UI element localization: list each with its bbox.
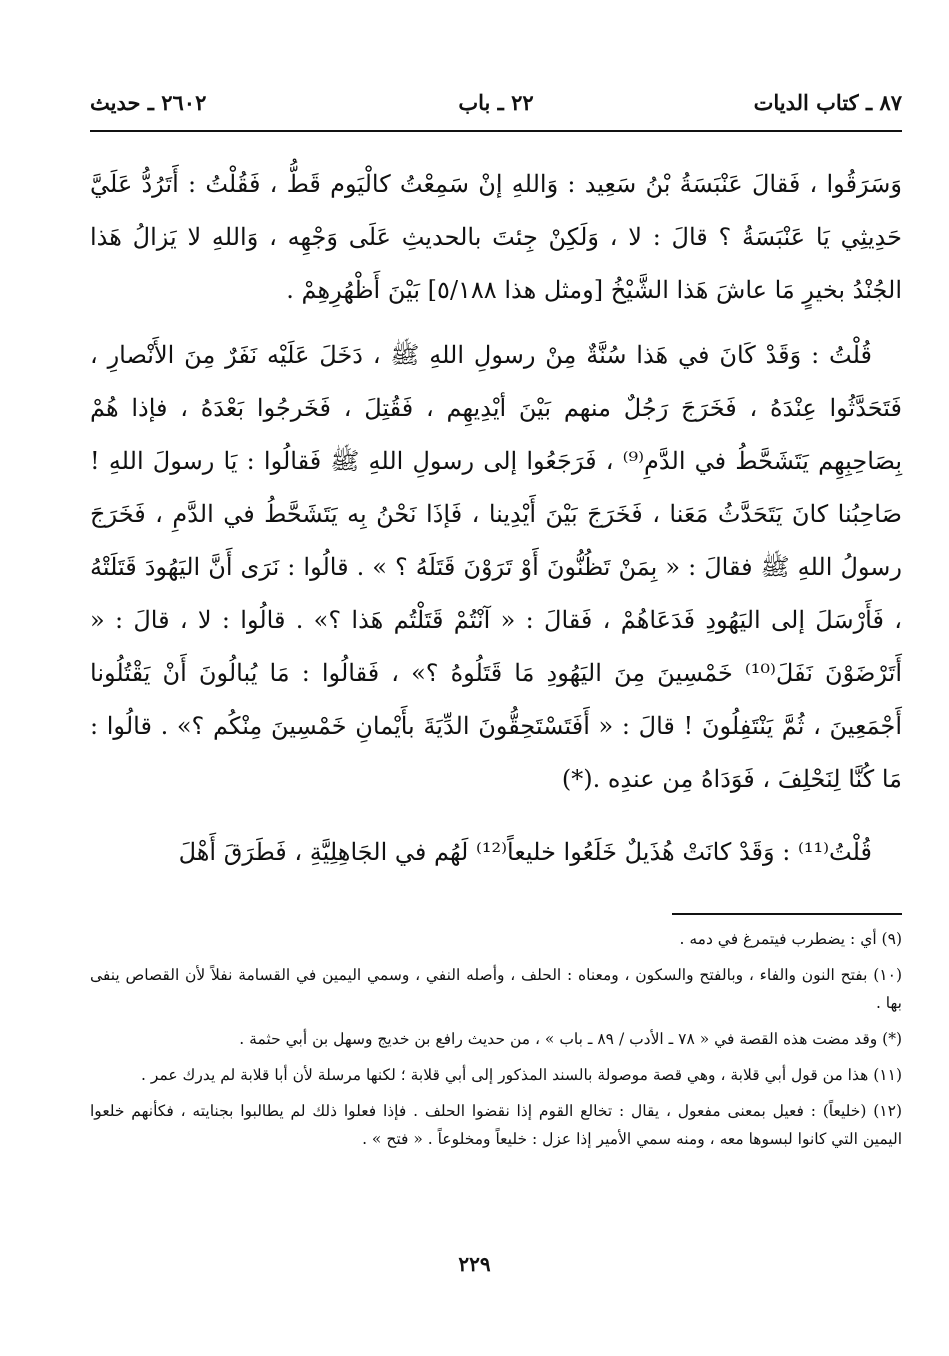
paragraph-3: قُلْتُ⁽¹¹⁾ : وَقَدْ كانَتْ هُذَيلٌ خَلَعُوا خليعاً⁽¹²⁾ لَهُم في الجَاهِلِيَّةِ ، فَطَرَقَ أَهْلَ	[178, 838, 872, 866]
footnote-star: (*) وقد مضت هذه القصة في « ٧٨ ـ الأدب / ٨٩ ـ باب » ، من حديث رافع بن خديج وسهل بن أبي حثمة .	[239, 1030, 902, 1048]
footnote-9: (٩) أي : يضطرب فيتمرغ في دمه .	[679, 930, 902, 948]
footnote-12: (١٢) (خليعاً) : فعيل بمعنى مفعول ، يقال : تخالع القوم إذا نقضوا الحلف . فإذا فعلوا ذلك لم يطالبوا بجنايته ، فكأنهم خلعوا اليمين التي كانوا لبسوها معه ، ومنه سمي الأمير إذا عزل : خليعاً ومخلوعاً . « فتح » .	[90, 1102, 902, 1148]
footnote-11: (١١) هذا من قول أبي قلابة ، وهي قصة موصولة بالسند المذكور إلى أبي قلابة ؛ لكنها مرسلة لأن أبا قلابة لم يدرك عمر .	[141, 1066, 902, 1084]
paragraph-1: وَسَرَقُوا ، فَقالَ عَنْبَسَةُ بْنُ سَعِيد : وَاللهِ إنْ سَمِعْتُ كالْيَوم قَطُّ ، فَقُلْتُ : أَتَرُدُّ عَلَيَّ حَدِيثِي يَا عَنْبَسَةُ ؟ قالَ : لا ، وَلَكِنْ جِئتَ بالحديثِ عَلَى وَجْهِه ، وَاللهِ لا يَزالُ هَذا الجُنْدُ بخيرٍ مَا عاشَ هَذا الشَّيْخُ [ومثل هذا ٥/١٨٨] بَيْنَ أَظْهُرِهِمْ .	[90, 170, 902, 304]
header-divider	[90, 130, 902, 132]
paragraph-2: قُلْتُ : وَقَدْ كَانَ في هَذا سُنَّةٌ مِنْ رسولِ اللهِ ﷺ ، دَخَلَ عَلَيْه نَفَرٌ مِنَ الأَنْصارِ ، فَتَحَدَّثُوا عِنْدَهُ ، فَخَرَجَ رَجُلٌ منهم بَيْنَ أيْدِيهِم ، فَقُتِلَ ، فَخَرجُوا بَعْدَهُ ، فإذا هُمْ بِصَاحِبِهِم يَتَشَحَّطُ في الدَّمِ⁽⁹⁾ ، فَرَجَعُوا إلى رسولِ اللهِ ﷺ فَقالُوا : يَا رسولَ اللهِ ! صَاحِبُنا كانَ يَتَحَدَّثُ مَعَنا ، فَخَرَجَ بَيْنَ أَيْدِينا ، فَإذَا نَحْنُ بِه يَتَشَحَّطُ في الدَّمِ ، فَخَرَجَ رسولُ اللهِ ﷺ فقالَ : « بِمَنْ تَظُنُّونَ أَوْ تَرَوْنَ قَتَلَهُ ؟ » . قالُوا : نَرَى أَنَّ اليَهُودَ قَتَلَتْهُ ، فَأَرْسَلَ إلى اليَهُودِ فَدَعَاهُمْ ، فَقالَ : « آنْتُمْ قَتَلْتُم هَذا ؟» . قالُوا : لا ، قالَ : « أَتَرْضَوْنَ نَفَلَ⁽¹⁰⁾ خَمْسِينَ مِنَ اليَهُودِ مَا قَتَلُوهُ ؟» ، فَقالُوا : مَا يُبالُونَ أَنْ يَقْتُلُونا أَجْمَعِينَ ، ثُمَّ يَنْتَفِلُونَ ! قالَ : « أَفَتَسْتَحِقُّونَ الدِّيَةَ بأَيْمانِ خَمْسِينَ مِنْكُم ؟» . قالُوا : مَا كُنَّا لِنَحْلِفَ ، فَوَدَاهُ مِن عندِه .(*)	[90, 341, 902, 793]
footnote-divider	[672, 913, 902, 915]
page-number: ٢٢٩	[458, 1252, 491, 1276]
header-hadith-number: ٢٦٠٢ ـ حديث	[90, 90, 207, 115]
header-chapter: ٢٢ ـ باب	[458, 90, 534, 115]
footnotes	[90, 925, 902, 1161]
running-header	[90, 84, 902, 124]
main-text	[90, 158, 902, 879]
footnote-10: (١٠) بفتح النون والفاء ، وبالفتح والسكون ، ومعناه : الحلف ، وأصله النفي ، وسمي اليمين في القسامة نفلاً لأن القصاص ينفى بها .	[90, 966, 902, 1012]
header-book-title: ٨٧ ـ كتاب الديات	[753, 90, 902, 115]
